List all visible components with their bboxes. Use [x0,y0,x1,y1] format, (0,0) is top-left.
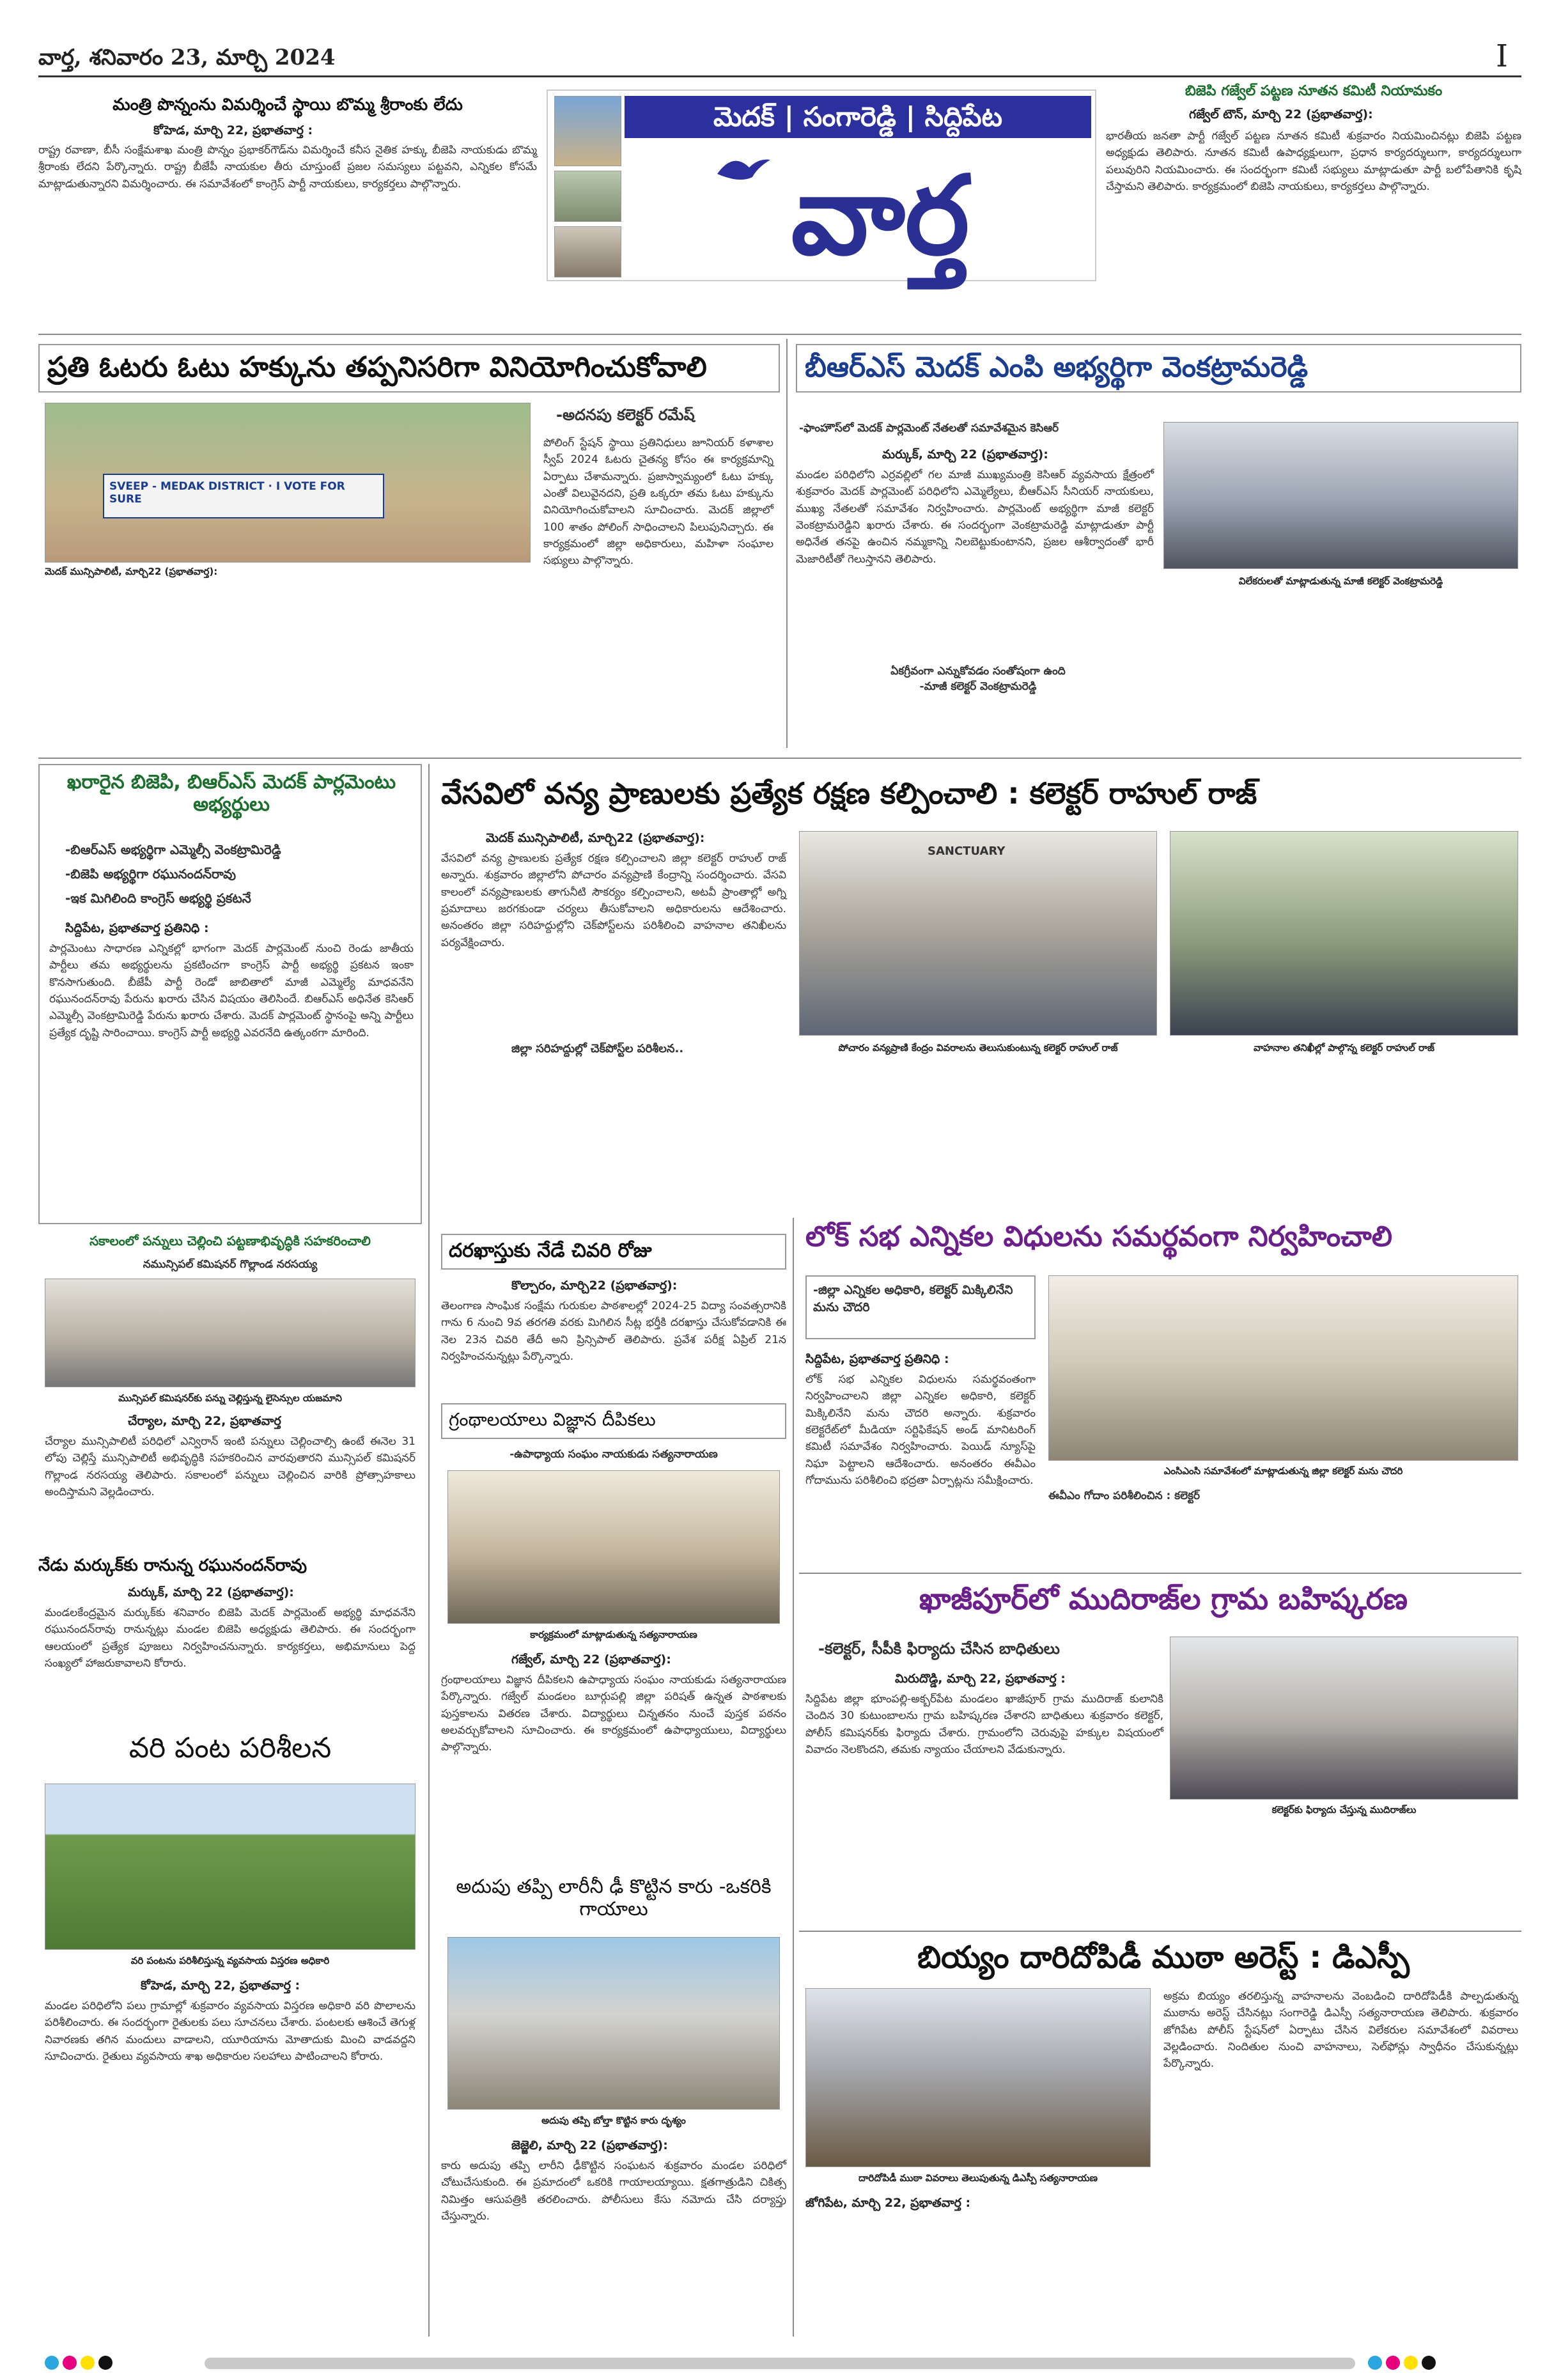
footer-bar [205,2358,1355,2369]
s4-headline-box [796,344,1521,393]
s11-dateline: గజ్వేల్, మార్చి 22 (ప్రభాతవార్త): [511,1653,671,1667]
s13-photo-caption: ఎంసిఎంసి సమావేశంలో మాట్లాడుతున్న జిల్లా కలెక్టర్ మను చౌదరి [1163,1465,1403,1477]
s1-body: రాష్ట్ర రవాణా, బీసీ సంక్షేమశాఖ మంత్రి పొన్నం ప్రభాకర్‌గౌడ్‌ను విమర్శించే కనీస నైతిక హక్కు బీజెపి నాయకుడు బొమ్మ శ్రీరాంకు లేదని పేర్కొన్నారు. రాష్ట్ర బీజేపీ నాయకుల తీరు చూస్తుంటే ప్రజల సమస్యలు పట్టవని, ఎన్నికల కోసమే మాట్లాడుతున్నారని విమర్శించారు. ఈ సమావేశంలో కాంగ్రెస్ పార్టీ నాయకులు, కార్యకర్తలు పాల్గొన్నారు. [38,144,537,191]
s8-dateline: కోహెడ, మార్చి 22, ప్రభాతవార్త : [141,1979,300,1993]
masthead-photo-3 [554,226,621,277]
s13-sub-note: ఈవీఎం గోదాం పరిశీలించిన : కలెక్టర్ [1048,1489,1200,1502]
s7-body: మండలకేంద్రమైన మర్కుక్‌కు శనివారం బిజెపి మెదక్ పార్లమెంట్ అభ్యర్థి మాధవనేని రఘునందన్‌రావు రానున్నట్లు మండల బిజెపి అధ్యక్షుడు తెలిపారు. ఈ సందర్భంగా ఆలయంలో ప్రత్యేక పూజలు నిర్వహించనున్నారు. కార్యకర్తలు, అభిమానులు పెద్ద సంఖ్యలో హాజరుకావాలని కోరారు. [45,1606,416,1670]
s12-body: కారు అదుపు తప్పి లారీని ఢీకొట్టిన సంఘటన శుక్రవారం మండల పరిధిలో చోటుచేసుకుంది. ఈ ప్రమాదంలో ఒకరికి గాయాలయ్యాయి. క్షతగాత్రుడిని చికిత్స నిమిత్తం ఆసుపత్రికి తరలించారు. పోలీసులు కేసు నమోదు చేసి దర్యాప్తు చేస్తున్నారు. [441,2159,786,2223]
s13-headline: లోక్ సభ ఎన్నికల విధులను సమర్థవంగా నిర్వహించాలి [805,1220,1393,1253]
s4-photo-caption: విలేకరులతో మాట్లాడుతున్న మాజీ కలెక్టర్ వెంకట్రామరెడ్డి [1238,575,1443,587]
s1-dateline: కోహెడ, మార్చి 22, ప్రభాతవార్త : [153,123,313,137]
s6-body: చేర్యాల మున్సిపాలిటీ పరిధిలో ఎన్విరాన్ ఇంటి పన్నులు చెల్లించాల్సి ఉంటే ఈనెల 31 లోపు చెల్లిస్తే మున్సిపాలిటీ అభివృద్ధికి సహకరించిన వారవుతారని మున్సిపల్ కమిషనర్ గొల్లాండ నరసయ్య తెలిపారు. సకాలంలో పన్నులు చెల్లించిన వారికి ప్రోత్సాహకాలు అందిస్తామని వెల్లడించారు. [45,1435,416,1499]
reg-dot-2 [63,2356,77,2370]
s9-body: వేసవిలో వన్య ప్రాణులకు ప్రత్యేక రక్షణ కల్పించాలని జిల్లా కలెక్టర్ రాహుల్ రాజ్ అన్నారు. శుక్రవారం జిల్లాలోని పోచారం వన్యప్రాణి కేంద్రాన్ని సందర్శించారు. వేసవి కాలంలో వన్యప్రాణులకు తాగునీటి సౌకర్యం కల్పించాలని, అటవీ ప్రాంతాల్లో అగ్ని ప్రమాదాలు జరగకుండా చర్యలు తీసుకోవాలని అధికారులను ఆదేశించారు. అనంతరం జిల్లా సరిహద్దుల్లోని చెక్‌పోస్ట్‌లను పరిశీలించి వాహనాల తనిఖీలను పర్యవేక్షించారు. [441,852,786,949]
s13-body: లోక్ సభ ఎన్నికల విధులను సమర్థవంతంగా నిర్వహించాలని జిల్లా ఎన్నికల అధికారి, కలెక్టర్ మిక్కిలినేని మను చౌదరి అన్నారు. శుక్రవారం కలెక్టరేట్‌లో మీడియా సర్టిఫికేషన్ అండ్ మానిటరింగ్ కమిటీ సమావేశం నిర్వహించారు. పెయిడ్ న్యూస్‌పై నిఘా పెట్టాలని ఆదేశించారు. అనంతరం ఈవీఎం గోదామును పరిశీలించి భద్రతా ఏర్పాట్లను సమీక్షించారు. [805,1373,1036,1488]
s5-point-2: -బిజెపి అభ్యర్థిగా రఘునందన్‌రావు [65,866,237,882]
reg-dot-1 [45,2356,59,2370]
s9-sanctuary-sign: SANCTUARY [928,844,1006,858]
s10-dateline: కొల్చారం, మార్చి22 (ప్రభాతవార్త): [511,1279,678,1293]
s13-subhead: -జిల్లా ఎన్నికల అధికారి, కలెక్టర్ మిక్కిలినేని మను చౌదరి [813,1283,1013,1314]
s9-dateline: మెదక్ మున్సిపాలిటీ, మార్చి22 (ప్రభాతవార్త): [486,831,705,845]
header-rule [38,75,1521,77]
s6-subhead: నమున్సిపల్ కమిషనర్ గొల్లాండ నరసయ్య [143,1258,318,1271]
s8-body: మండల పరిధిలోని పలు గ్రామాల్లో శుక్రవారం వ్యవసాయ విస్తరణ అధికారి వరి పొలాలను పరిశీలించారు. ఈ సందర్భంగా రైతులకు పలు సూచనలు చేశారు. పంటలకు ఆశించే తెగుళ్ల నివారణకు తగిన మందులు వాడాలని, యూరియాను మోతాదుకు మించి వాడవద్దని సూచించారు. రైతులు వ్యవసాయ శాఖ అధికారుల సలహాలు పాటించాలని కోరారు. [45,2000,416,2064]
s7-dateline: మర్కుక్, మార్చి 22 (ప్రభాతవార్త): [128,1585,294,1599]
s5-point-3: -ఇక మిగిలింది కాంగ్రెస్ అభ్యర్థి ప్రకటనే [65,891,251,906]
s3-banner-text: SVEEP - MEDAK DISTRICT · I VOTE FOR SURE [109,480,345,506]
masthead-title: వార్త [791,152,970,279]
divider [793,1218,794,2337]
divider [799,1573,1521,1574]
s12-headline: అదుపు తప్పి లారీనీ ఢీ కొట్టిన కారు -ఒకరికి గాయాలు [456,1876,772,1920]
divider [38,334,1521,335]
s8-photo [45,1784,416,1950]
s6-photo [45,1279,416,1387]
s15-body: అక్రమ బియ్యం తరలిస్తున్న వాహనాలను వెంబడించి దారిదోపిడీకి పాల్పడుతున్న ముఠాను అరెస్ట్ చేసినట్లు సంగారెడ్డి డిఎస్పీ సత్యనారాయణ తెలిపారు. శుక్రవారం జోగిపేట పోలీస్ స్టేషన్‌లో ఏర్పాటు చేసిన విలేకరుల సమావేశంలో వివరాలు వెల్లడించారు. నిందితుల నుంచి వాహనాలు, సెల్‌ఫోన్లు స్వాధీనం చేసుకున్నట్లు పేర్కొన్నారు. [1163,1990,1518,2071]
s15-dateline: జోగిపేట, మార్చి 22, ప్రభాతవార్త : [805,2196,971,2210]
s14-photo-caption: కలెక్టర్‌కు ఫిర్యాదు చేస్తున్న ముదిరాజ్‌లు [1271,1804,1417,1816]
s5-body: పార్లమెంటు సాధారణ ఎన్నికల్లో భాగంగా మెదక్ పార్లమెంట్ నుంచి రెండు జాతీయ పార్టీలు తమ అభ్యర్థులను ప్రకటించగా కాంగ్రెస్ పార్టీ అభ్యర్థి ప్రకటన ఇంకా కొనసాగుతుంది. బీజేపీ పార్టీ రెండో జాబితాలో మాజీ ఎమ్మెల్యే మాధవనేని రఘునందన్‌రావు పేరును ఖరారు చేసిన విషయం తెలిసిందే. బిఆర్ఎస్ అధినేత కెసిఆర్ ఎమ్మెల్సీ వెంకట్రామిరెడ్డి పేరును ఖరారు చేశారు. మెదక్ పార్లమెంట్ స్థానంపై అన్ని పార్టీలు ప్రత్యేక దృష్టి సారించాయి. కాంగ్రెస్ పార్టీ అభ్యర్థి ఎవరనేది ఉత్కంఠగా మారింది. [49,942,414,1039]
s15-photo [805,1988,1151,2167]
s14-photo [1170,1637,1518,1800]
s3-photo-caption: మెదక్ మున్సిపాలిటీ, మార్చి22 (ప్రభాతవార్త): [45,566,218,577]
s13-photo [1048,1275,1518,1461]
s5-point-1: -బిఆర్ఎస్ అభ్యర్థిగా ఎమ్మెల్సీ వెంకట్రామిరెడ్డి [65,842,281,857]
s14-subhead: -కలెక్టర్, సీపీకి ఫిర్యాదు చేసిన బాధితులు [818,1640,1060,1658]
s14-dateline: మిరుదొడ్డి, మార్చి 22, ప్రభాతవార్త : [895,1672,1066,1686]
reg-dot-5 [1368,2356,1382,2370]
s11-subhead: -ఉపాధ్యాయ సంఘం నాయకుడు సత్యనారాయణ [509,1448,718,1461]
footer-registration-left [45,2356,198,2371]
s4-subhead: -ఫాంహౌస్‌లో మెదక్ పార్లమెంట్ నేతలతో సమావేశమైన కెసిఆర్ [799,422,1059,435]
s11-headline: గ్రంథాలయాలు విజ్ఞాన దీపికలు [449,1409,656,1430]
s3-headline: ప్రతి ఓటరు ఓటు హక్కును తప్పనిసరిగా వినియోగించుకోవాలి [47,351,707,384]
s6-photo-caption: మున్సిపల్ కమిషనర్‌కు పన్ను చెల్లిస్తున్న లైసెన్సుల యజమాని [118,1392,342,1404]
s2-dateline: గజ్వేల్ టౌన్, మార్చి 22 (ప్రభాతవార్త): [1189,107,1373,121]
s5-box [38,764,422,1224]
s9-sub-note: జిల్లా సరిహద్దుల్లో చెక్‌పోస్ట్‌ల పరిశీలన.. [511,1042,684,1055]
s5-headline: ఖరారైన బిజెపి, బిఆర్ఎస్ మెదక్ పార్లమెంటు అభ్యర్థులు [66,771,396,816]
masthead-districts [625,96,1091,138]
reg-dot-8 [1422,2356,1436,2370]
s6-headline: సకాలంలో పన్నులు చెల్లించి పట్టణాభివృద్ధికి సహకరించాలి [89,1233,371,1248]
s13-dateline: సిద్దిపేట, ప్రభాతవార్త ప్రతినిధి : [805,1352,949,1366]
s9-photo-1 [799,831,1157,1036]
reg-dot-4 [98,2356,113,2370]
s6-dateline: చేర్యాల, మార్చి 22, ప్రభాతవార్త [128,1414,281,1428]
s12-photo-caption: అదుపు తప్పి బోల్తా కొట్టిన కారు దృశ్యం [541,2115,686,2126]
s2-headline: బిజెపి గజ్వేల్ పట్టణ నూతన కమిటీ నియామకం [1185,83,1443,99]
s4-quote: ఏకగ్రీవంగా ఎన్నుకోవడం సంతోషంగా ఉంది -మాజీ కలెక్టర్ వెంకట్రామరెడ్డి [890,665,1066,693]
s3-banner [103,474,384,518]
masthead-photo-1 [554,96,621,166]
divider [786,339,788,748]
s3-headline-box [38,344,780,393]
page-number: I [1496,38,1508,74]
s10-headline: దరఖాస్తుకు నేడే చివరి రోజు [449,1240,652,1262]
s5-dateline: సిద్దిపేట, ప్రభాతవార్త ప్రతినిధి : [65,921,209,935]
s10-body: తెలంగాణ సాంఘిక సంక్షేమ గురుకుల పాఠశాలల్లో 2024-25 విద్యా సంవత్సరానికి గాను 6 నుంచి 9వ తరగతి వరకు మిగిలిన సీట్ల భర్తీకి దరఖాస్తు చేసుకోవడానికి ఈ నెల 23న చివరి తేదీ అని ప్రిన్సిపాల్ తెలిపారు. ప్రవేశ పరీక్ష ఏప్రిల్ 21న నిర్వహించనున్నట్లు పేర్కొన్నారు. [441,1300,786,1364]
s11-body: గ్రంథాలయాలు విజ్ఞాన దీపికలని ఉపాధ్యాయ సంఘం నాయకుడు సత్యనారాయణ పేర్కొన్నారు. గజ్వేల్ మండలం బూర్గుపల్లి జిల్లా పరిషత్ ఉన్నత పాఠశాలకు పుస్తకాలను వితరణ చేశారు. విద్యార్థులు చిన్నతనం నుంచే పుస్తక పఠనం అలవర్చుకోవాలని సూచించారు. ఈ కార్యక్రమంలో ఉపాధ్యాయులు, విద్యార్థులు పాల్గొన్నారు. [441,1674,786,1754]
s14-headline: ఖాజీపూర్‌లో ముదిరాజ్‌ల గ్రామ బహిష్కరణ [919,1582,1408,1616]
reg-dot-7 [1404,2356,1418,2370]
s4-body-1: మండల పరిధిలోని ఎర్రవల్లిలో గల మాజీ ముఖ్యమంత్రి కెసిఆర్ వ్యవసాయ క్షేత్రంలో శుక్రవారం మెదక్ పార్లమెంట్ పరిధిలోని ఎమ్మెల్యేలు, బీఆర్ఎస్ సీనియర్ నాయకులు, ముఖ్య నేతలతో సమావేశం నిర్వహించారు. పార్లమెంట్ అభ్యర్థిగా మాజీ కలెక్టర్ వెంకట్రామరెడ్డిని ఖరారు చేశారు. ఈ సందర్భంగా వెంకట్రామరెడ్డి మాట్లాడుతూ పార్టీ అధినేత తనపై ఉంచిన నమ్మకాన్ని నిలబెట్టుకుంటానని, ప్రజల ఆశీర్వాదంతో భారీ మెజారిటీతో గెలుస్తానని తెలిపారు. [796,469,1154,566]
s11-photo [447,1470,780,1624]
s11-headline-box [441,1403,786,1439]
s3-body: పోలింగ్ స్టేషన్ స్థాయి ప్రతినిధులు జూనియర్ కళాశాల స్వీప్ 2024 ఓటరు చైతన్య కోసం ఈ కార్యక్రమాన్ని ఏర్పాటు చేశామన్నారు. ప్రజాస్వామ్యంలో ఓటు హక్కు ఎంతో విలువైనదని, ప్రతి ఒక్కరూ తమ ఓటు హక్కును వినియోగించుకోవాలని సూచించారు. మెదక్ జిల్లాలో 100 శాతం పోలింగ్ సాధించాలని పిలుపునిచ్చారు. ఈ కార్యక్రమంలో జిల్లా అధికారులు, మహిళా సంఘాల సభ్యులు పాల్గొన్నారు. [543,437,773,568]
s15-headline: బియ్యం దారిదోపిడీ ముఠా అరెస్ట్ : డిఎస్పీ [917,1940,1410,1975]
s9-photo-2 [1170,831,1518,1036]
s2-body: భారతీయ జనతా పార్టీ గజ్వేల్ పట్టణ నూతన కమిటీ శుక్రవారం నియమించినట్లు బిజెపి పట్టణ అధ్యక్షుడు తెలిపారు. నూతన కమిటీ ఉపాధ్యక్షులుగా, ప్రధాన కార్యదర్శులుగా, కార్యదర్శులుగా పలువురిని నియమించారు. ఈ సందర్భంగా కమిటీ సభ్యులు మాట్లాడుతూ పార్టీ బలోపేతానికి కృషి చేస్తామని తెలిపారు. కార్యక్రమంలో బిజెపి నాయకులు, కార్యకర్తలు పాల్గొన్నారు. [1106,130,1521,194]
s8-photo-caption: వరి పంటను పరిశీలిస్తున్న వ్యవసాయ విస్తరణ అధికారి [130,1955,330,1966]
s8-headline: వరి పంట పరిశీలన [128,1732,332,1764]
masthead-photo-2 [554,171,621,222]
s4-headline: బీఆర్ఎస్ మెదక్ ఎంపి అభ్యర్థిగా వెంకట్రామరెడ్డి [805,351,1309,384]
s11-photo-caption: కార్యక్రమంలో మాట్లాడుతున్న సత్యనారాయణ [530,1629,697,1640]
s9-photo-2-caption: వాహనాల తనిఖీల్లో పాల్గొన్న కలెక్టర్ రాహుల్ రాజ్ [1253,1042,1435,1054]
reg-dot-3 [81,2356,95,2370]
s15-photo-caption: దారిదోపిడీ ముఠా వివరాలు తెలుపుతున్న డిఎస్పీ సత్యనారాయణ [858,2172,1098,2184]
s4-photo [1163,422,1518,569]
masthead-districts-text: మెదక్ | సంగారెడ్డి | సిద్దిపేట [713,101,1003,132]
s10-headline-box [441,1234,786,1270]
divider [428,764,430,2337]
s9-photo-1-caption: పోచారం వన్యప్రాణి కేంద్రం వివరాలను తెలుసుకుంటున్న కలెక్టర్ రాహుల్ రాజ్ [838,1042,1118,1054]
s7-headline: నేడు మర్కుక్‌కు రానున్న రఘునందన్‌రావు [38,1556,307,1575]
masthead [547,89,1096,281]
s12-photo [447,1937,780,2110]
s12-dateline: జెజ్జెలి, మార్చి 22 (ప్రభాతవార్త): [511,2138,668,2152]
divider [799,1931,1521,1932]
s3-photo [45,403,531,563]
footer-registration-right [1368,2356,1521,2371]
s13-subhead-box [805,1275,1036,1339]
s4-dateline: మర్కుక్, మార్చి 22 (ప్రభాతవార్త): [882,447,1048,462]
s1-headline: మంత్రి పొన్నంను విమర్శించే స్థాయి బొమ్మ శ్రీరాంకు లేదు [113,95,463,114]
s14-body: సిద్దిపేట జిల్లా భూంపల్లి-అక్బర్‌పేట మండలం ఖాజీపూర్ గ్రామ ముదిరాజ్ కులానికి చెందిన 30 కుటుంబాలను గ్రామ బహిష్కరణ చేశారని బాధితులు శుక్రవారం కలెక్టర్, పోలీస్ కమిషనర్‌కు ఫిర్యాదు చేశారు. గ్రామంలోని చెరువుపై హక్కుల విషయంలో వివాదం నెలకొందని, తమకు న్యాయం చేయాలని వేడుకున్నారు. [805,1693,1163,1757]
reg-dot-6 [1386,2356,1400,2370]
s3-subhead: -అదనపు కలెక్టర్ రమేష్ [556,406,695,424]
page-date: వార్త, శనివారం 23, మార్చి 2024 [38,45,336,70]
divider [38,758,1521,759]
s9-headline: వేసవిలో వన్య ప్రాణులకు ప్రత్యేక రక్షణ కల్పించాలి : కలెక్టర్ రాహుల్ రాజ్ [441,776,1257,811]
